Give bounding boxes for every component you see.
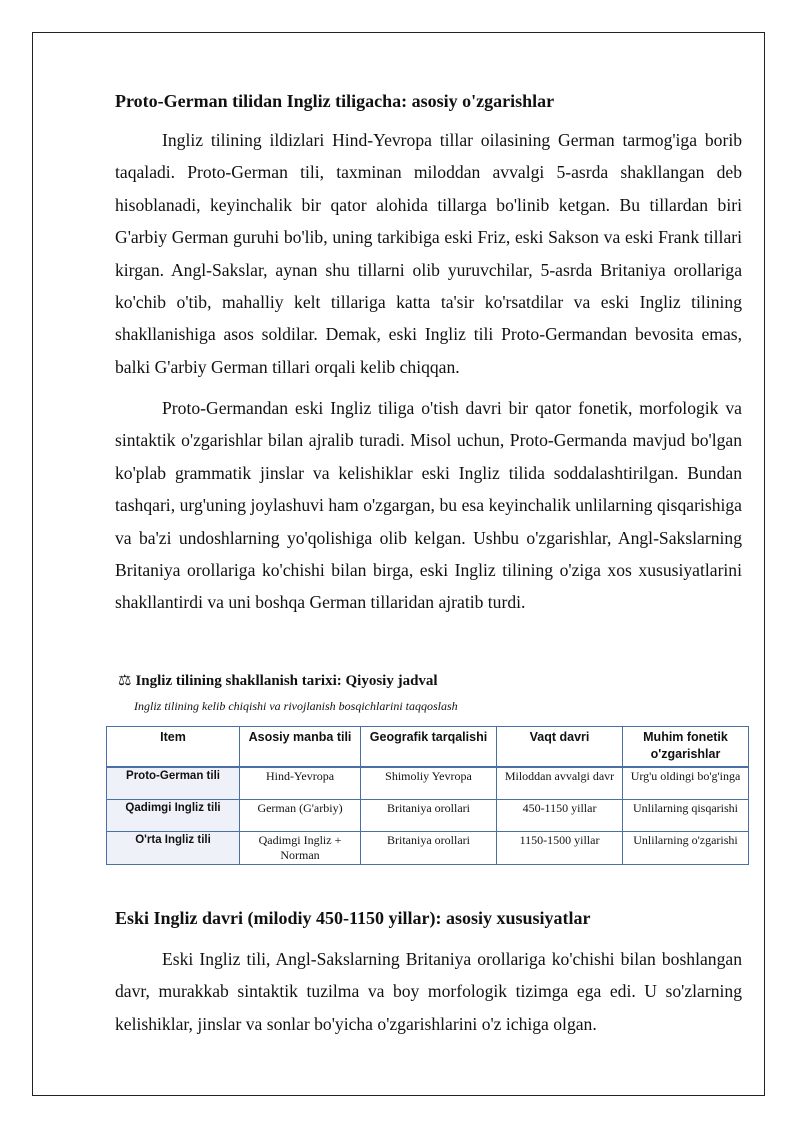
table-cell: 1150-1500 yillar	[497, 831, 623, 864]
table-cell: Hind-Yevropa	[240, 767, 361, 799]
table-cell: Unlilarning qisqarishi	[623, 799, 749, 831]
table-title	[118, 671, 438, 691]
table-header-row	[107, 727, 749, 768]
column-header: Muhim fonetik o'zgarishlar	[623, 727, 749, 768]
paragraph-1: Ingliz tilining ildizlari Hind-Yevropa tillar oilasining German tarmog'iga borib taqaladi. Proto-German tili, taxminan miloddan avvalgi 5-asrda shakllangan deb hisoblanadi, keyinchalik bir qator alohida tillarga bo'linib ketgan. Bu tillardan biri G'arbiy German guruhi bo'lib, uning tarkibiga eski Friz, eski Sakson va eski Frank tillari kirgan. Angl-Sakslar, aynan shu tillarni olib yuruvchilar, 5-asrda Britaniya orollariga ko'chib o'tib, mahalliy kelt tillariga katta ta'sir ko'rsatdilar va eski Ingliz tilining shakllanishiga asos soldilar. Demak, eski Ingliz tili Proto-Germandan bevosita emas, balki G'arbiy German tillari orqali kelib chiqqan.	[115, 130, 742, 377]
table-title-text: Ingliz tilining shakllanish tarixi: Qiyosiy jadval	[135, 673, 438, 689]
table-row	[107, 767, 749, 799]
paragraph-2: Proto-Germandan eski Ingliz tiliga o'tish davri bir qator fonetik, morfologik va sintaktik o'zgarishlar bilan ajralib turadi. Misol uchun, Proto-Germanda mavjud bo'lgan ko'plab grammatik jinslar va kelishiklar eski Ingliz tilida soddalashtirilgan. Bundan tashqari, urg'uning joylashuvi ham o'zgargan, bu esa keyinchalik unlilarning qisqarishiga va ba'zi undoshlarning yo'qolishiga olib kelgan. Ushbu o'zgarishlar, Angl-Sakslarning Britaniya orollariga ko'chishi bilan birga, eski Ingliz tilining o'ziga xos xususiyatlarini shakllantirdi va uni boshqa German tillaridan ajratib turdi.	[115, 398, 742, 613]
table-row	[107, 799, 749, 831]
paragraph-3: Eski Ingliz tili, Angl-Sakslarning Britaniya orollariga ko'chishi bilan boshlangan davr, murakkab sintaktik tuzilma va boy morfologik tizimga ega edi. U so'zlarning kelishiklar, jinslar va sonlar bo'yicha o'zgarishlarini o'z ichiga olgan.	[115, 949, 742, 1034]
table-cell: German (G'arbiy)	[240, 799, 361, 831]
balance-scale-icon: ⚖	[118, 673, 132, 689]
column-header: Item	[107, 727, 240, 768]
column-header: Geografik tarqalishi	[361, 727, 497, 768]
comparison-table	[106, 726, 749, 865]
row-header-cell: O'rta Ingliz tili	[107, 831, 240, 864]
table-row	[107, 831, 749, 864]
table-cell: Shimoliy Yevropa	[361, 767, 497, 799]
section-heading-proto-german: Proto-German tilidan Ingliz tiligacha: asosiy o'zgarishlar	[115, 91, 555, 111]
table-cell: 450-1150 yillar	[497, 799, 623, 831]
table-cell: Britaniya orollari	[361, 799, 497, 831]
row-header-cell: Proto-German tili	[107, 767, 240, 799]
table-cell: Qadimgi Ingliz + Norman	[240, 831, 361, 864]
table-cell: Britaniya orollari	[361, 831, 497, 864]
section-heading-old-english: Eski Ingliz davri (milodiy 450-1150 yillar): asosiy xususiyatlar	[115, 908, 591, 928]
table-cell: Unlilarning o'zgarishi	[623, 831, 749, 864]
row-header-cell: Qadimgi Ingliz tili	[107, 799, 240, 831]
table-cell: Miloddan avvalgi davr	[497, 767, 623, 799]
column-header: Vaqt davri	[497, 727, 623, 768]
table-subtitle: Ingliz tilining kelib chiqishi va rivojlanish bosqichlarini taqqoslash	[134, 699, 458, 713]
column-header: Asosiy manba tili	[240, 727, 361, 768]
table-cell: Urg'u oldingi bo'g'inga	[623, 767, 749, 799]
